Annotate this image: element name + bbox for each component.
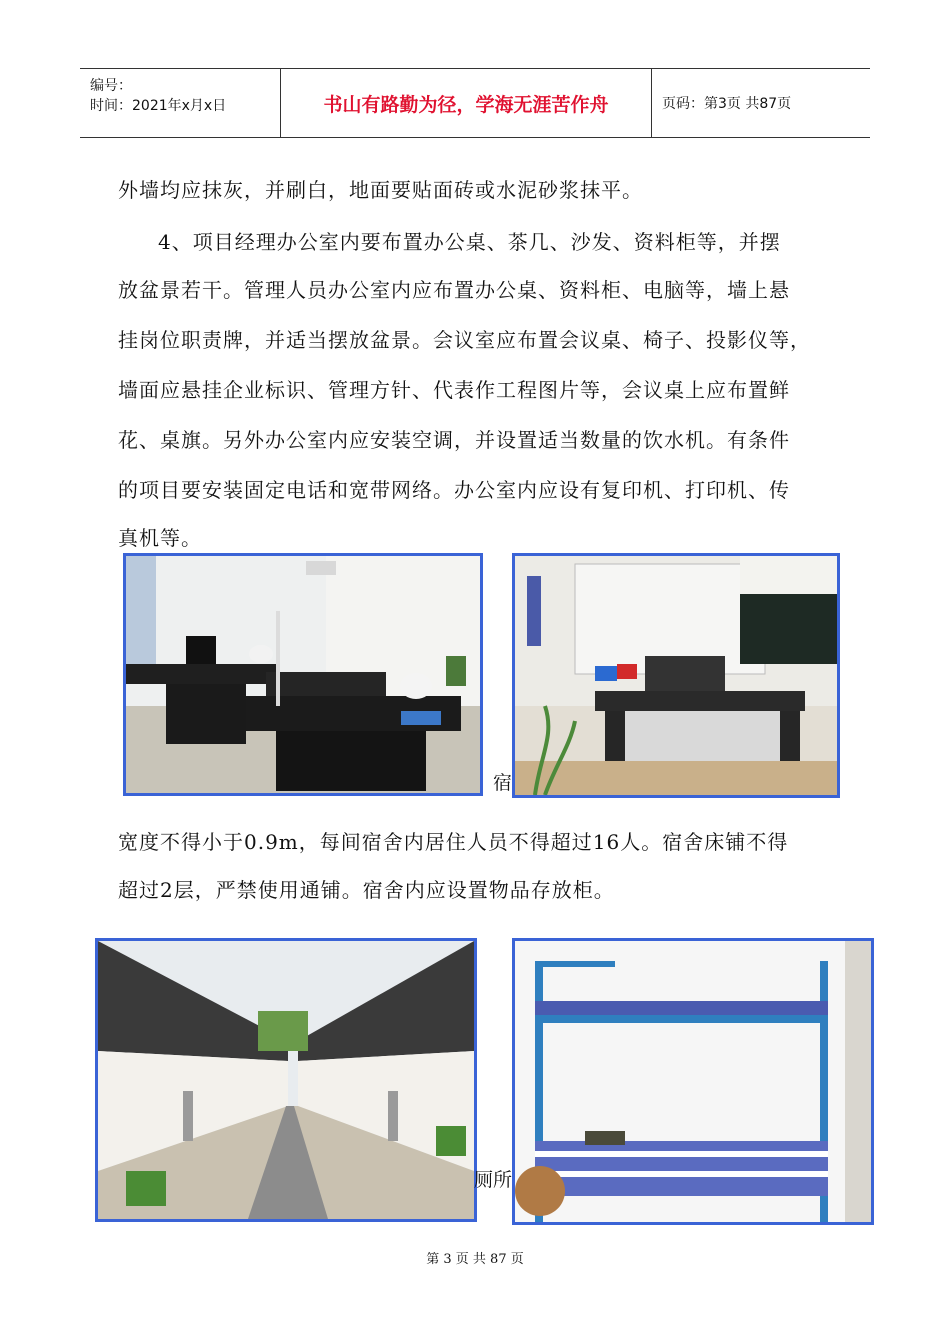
office-illustration-1 <box>126 556 480 793</box>
header-page-info: 页码：第3页 共87页 <box>662 96 792 112</box>
overlapped-caption-dorm: 宿 <box>493 772 513 794</box>
body-line: 4、项目经理办公室内要布置办公桌、茶几、沙发、资料柜等，并摆 <box>158 230 781 254</box>
body-line: 宽度不得小于0.9m，每间宿舍内居住人员不得超过16人。宿舍床铺不得 <box>118 830 789 854</box>
body-line: 墙面应悬挂企业标识、管理方针、代表作工程图片等，会议桌上应布置鲜 <box>118 378 790 402</box>
bunk-bed-photo <box>512 938 874 1225</box>
header-meta-cell <box>80 69 281 137</box>
body-line: 挂岗位职责牌，并适当摆放盆景。会议室应布置会议桌、椅子、投影仪等， <box>118 328 811 352</box>
page-footer: 第 3 页 共 87 页 <box>426 1252 524 1267</box>
dormitory-photo <box>95 938 477 1222</box>
time-label: 时间：2021年x月x日 <box>90 98 227 114</box>
body-line: 放盆景若干。管理人员办公室内应布置办公桌、资料柜、电脑等，墙上悬 <box>118 278 790 302</box>
number-label: 编号： <box>90 78 132 94</box>
header-motto: 书山有路勤为径，学海无涯苦作舟 <box>281 69 652 137</box>
body-line: 的项目要安装固定电话和宽带网络。办公室内应设有复印机、打印机、传 <box>118 478 790 502</box>
dormitory-illustration <box>98 941 474 1219</box>
office-illustration-2 <box>515 556 837 795</box>
body-line: 外墙均应抹灰，并刷白，地面要贴面砖或水泥砂浆抹平。 <box>118 178 643 202</box>
body-line: 真机等。 <box>118 526 202 550</box>
page-header <box>80 68 870 138</box>
body-line: 超过2层，严禁使用通铺。宿舍内应设置物品存放柜。 <box>118 878 615 902</box>
office-photo-2 <box>512 553 840 798</box>
bunk-bed-illustration <box>515 941 871 1222</box>
office-photo-1 <box>123 553 483 796</box>
overlapped-caption-toilet: 厕所 <box>474 1169 513 1191</box>
body-line: 花、桌旗。另外办公室内应安装空调，并设置适当数量的饮水机。有条件 <box>118 428 790 452</box>
